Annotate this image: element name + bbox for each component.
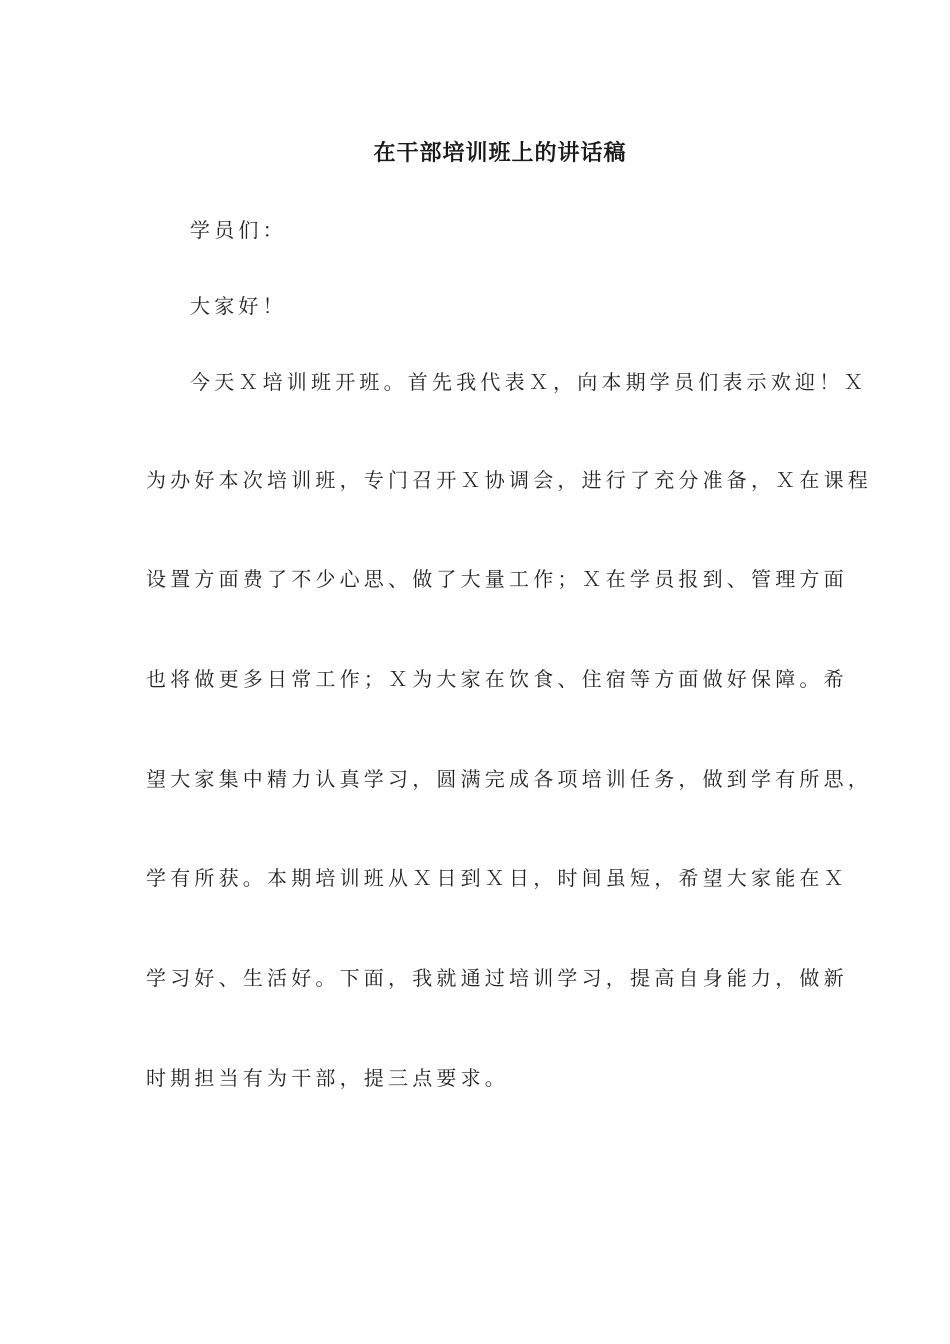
salutation: 学员们：: [190, 218, 287, 242]
paragraph-line-3: 设置方面费了不少心思、做了大量工作；Ｘ在学员报到、管理方面: [146, 567, 848, 591]
paragraph-line-6: 学有所获。本期培训班从Ｘ日到Ｘ日，时间虽短，希望大家能在Ｘ: [146, 866, 848, 890]
paragraph-line-1: 今天Ｘ培训班开班。首先我代表Ｘ，向本期学员们表示欢迎！Ｘ: [190, 370, 868, 394]
paragraph-line-2: 为办好本次培训班，专门召开Ｘ协调会，进行了充分准备，Ｘ在课程: [146, 468, 872, 492]
paragraph-line-7: 学习好、生活好。下面，我就通过培训学习，提高自身能力，做新: [146, 966, 848, 990]
document-title: 在干部培训班上的讲话稿: [373, 140, 627, 166]
greeting: 大家好！: [190, 294, 287, 318]
paragraph-line-8: 时期担当有为干部，提三点要求。: [146, 1066, 509, 1090]
paragraph-line-5: 望大家集中精力认真学习，圆满完成各项培训任务，做到学有所思，: [146, 767, 872, 791]
paragraph-line-4: 也将做更多日常工作；Ｘ为大家在饮食、住宿等方面做好保障。希: [146, 667, 848, 691]
